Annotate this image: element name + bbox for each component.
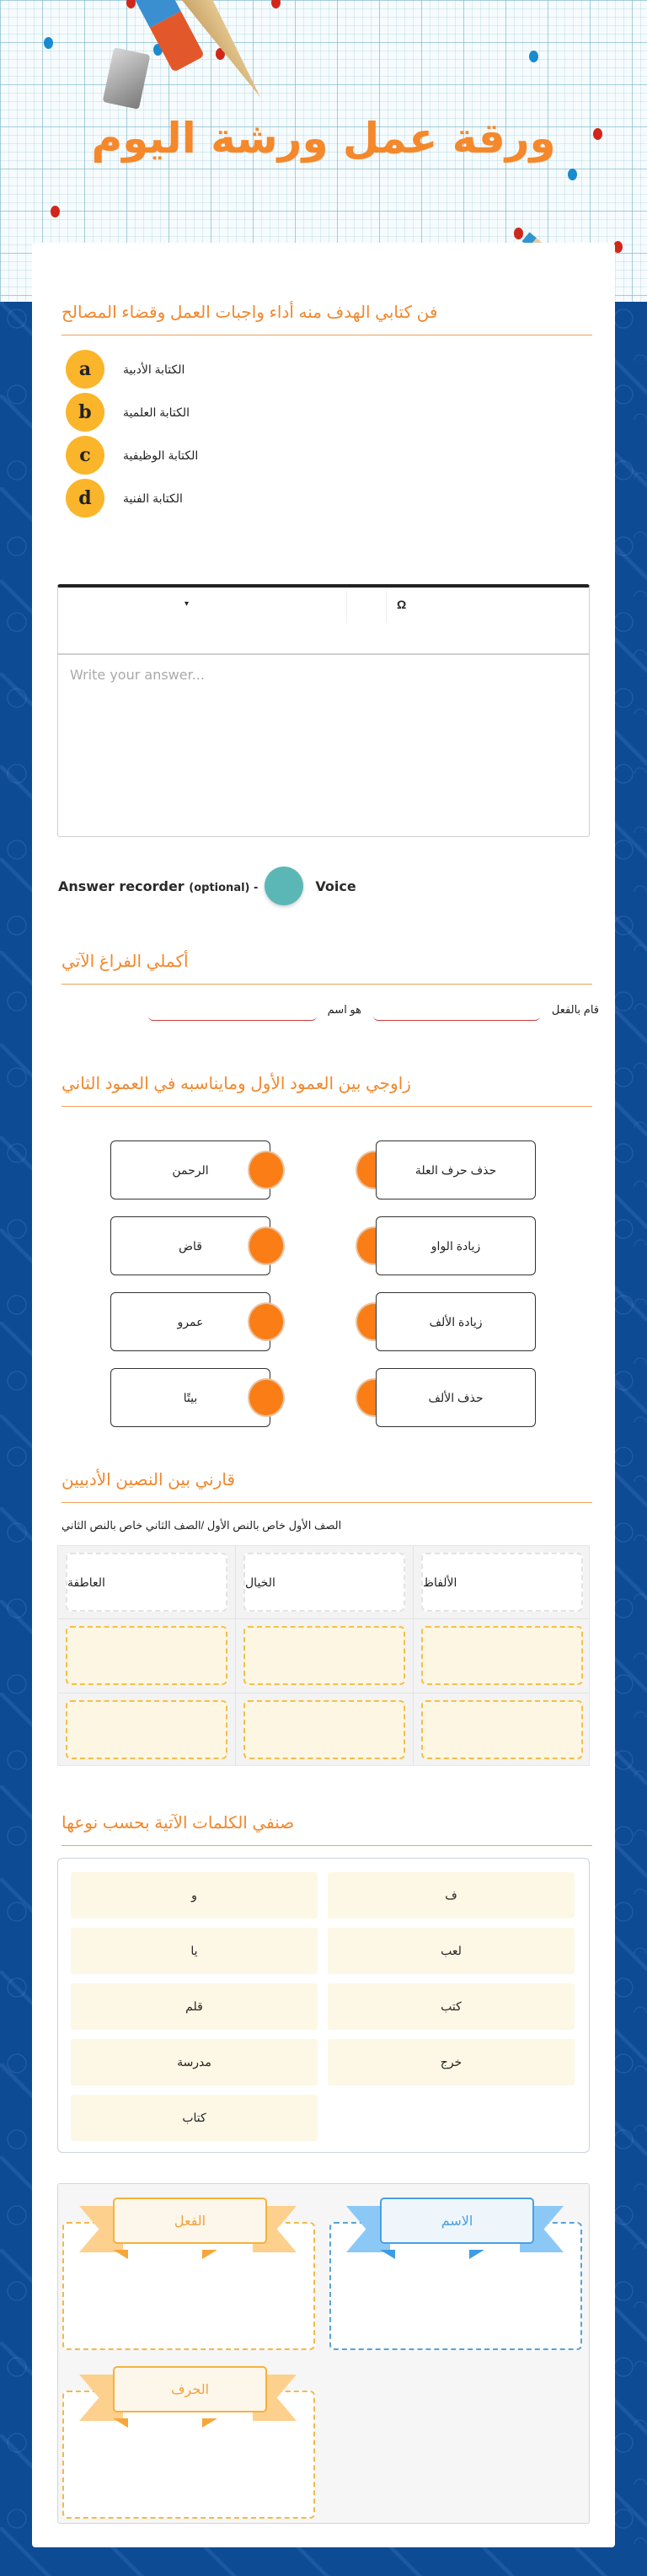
option-label: الكتابة الأدبية	[123, 362, 185, 376]
question-2-title: أكملي الفراغ الآتي	[61, 951, 592, 985]
answer-recorder	[58, 867, 356, 905]
answer-editor	[57, 584, 590, 837]
option-badge: a	[66, 350, 104, 389]
match-right-item[interactable]: زيادة الألف	[376, 1292, 536, 1351]
decor-dot	[126, 0, 136, 8]
draggable-word[interactable]: و	[71, 1872, 318, 1919]
decor-dot	[514, 228, 523, 239]
compare-drop-zone[interactable]	[243, 1700, 405, 1759]
option-d[interactable]	[66, 477, 198, 519]
decor-dot	[529, 51, 538, 62]
draggable-word[interactable]: يا	[71, 1928, 318, 1974]
editor-toolbar	[58, 588, 589, 655]
match-right-item[interactable]: زيادة الواو	[376, 1216, 536, 1275]
category-label: الحرف	[113, 2366, 267, 2412]
blank-input-1[interactable]	[373, 1000, 540, 1021]
compare-drop-zone[interactable]	[421, 1700, 583, 1759]
category-label: الفعل	[113, 2198, 267, 2244]
match-right-item[interactable]: حذف حرف العلة	[376, 1140, 536, 1199]
table-divider	[235, 1546, 236, 1765]
toolbar-divider	[386, 591, 387, 623]
word-bank	[57, 1858, 590, 2153]
decor-dot	[51, 206, 60, 217]
match-connector-dot[interactable]	[248, 1151, 285, 1189]
category-label: الاسم	[380, 2198, 534, 2244]
option-a[interactable]	[66, 348, 198, 390]
compare-drop-zone[interactable]	[66, 1700, 227, 1759]
compare-drop-zone[interactable]	[243, 1626, 405, 1685]
match-connector-dot[interactable]	[248, 1302, 285, 1341]
option-label: الكتابة الفنية	[123, 491, 183, 505]
answer-textarea[interactable]	[58, 655, 589, 834]
question-3-title: زاوجي بين العمود الأول ومايناسبه في العمود الثاني	[61, 1073, 592, 1107]
question-1-title: فن كتابي الهدف منه أداء واجبات العمل وقضاء المصالح	[61, 302, 592, 335]
draggable-word[interactable]: قلم	[71, 1983, 318, 2030]
blank-input-2[interactable]	[148, 1000, 317, 1021]
match-left-item[interactable]: بيتًا	[110, 1368, 270, 1427]
draggable-word[interactable]: مدرسة	[71, 2039, 318, 2085]
match-right-item[interactable]: حذف الألف	[376, 1368, 536, 1427]
table-divider	[58, 1618, 589, 1619]
option-b[interactable]	[66, 391, 198, 433]
decor-dot	[44, 37, 53, 49]
fill-text-middle: هو اسم	[327, 1003, 361, 1016]
worksheet-card	[32, 243, 615, 2547]
record-button[interactable]	[265, 867, 303, 905]
recorder-optional: (optional) -	[189, 881, 259, 894]
draggable-word[interactable]: كتب	[328, 1983, 575, 2030]
compare-header-cell: الخيال	[243, 1553, 405, 1612]
decor-dot	[568, 169, 577, 180]
question-5-title: صنفي الكلمات الآتية بحسب نوعها	[61, 1812, 592, 1846]
compare-drop-zone[interactable]	[66, 1626, 227, 1685]
compare-table	[57, 1545, 590, 1766]
category-verb[interactable]	[62, 2191, 315, 2354]
draggable-word[interactable]: كتاب	[71, 2095, 318, 2141]
compare-header-cell: العاطفة	[66, 1553, 227, 1612]
special-character-icon[interactable]: Ω	[397, 598, 407, 611]
sharpener-image	[103, 47, 151, 110]
option-badge: c	[66, 436, 104, 475]
multiple-choice-options	[66, 348, 198, 520]
table-divider	[413, 1546, 414, 1765]
compare-instructions: الصف الأول خاص بالنص الأول /الصف الثاني خاص بالنص الثاني	[61, 1519, 342, 1532]
fill-text-start: قام بالفعل	[551, 1003, 599, 1016]
draggable-word[interactable]: لعب	[328, 1928, 575, 1974]
compare-header-cell: الألفاظ	[421, 1553, 583, 1612]
match-left-item[interactable]: الرحمن	[110, 1140, 270, 1199]
compare-drop-zone[interactable]	[421, 1626, 583, 1685]
match-connector-dot[interactable]	[248, 1226, 285, 1265]
page-title: ورقة عمل ورشة اليوم	[91, 114, 556, 163]
match-left-item[interactable]: عمرو	[110, 1292, 270, 1351]
match-connector-dot[interactable]	[248, 1378, 285, 1417]
draggable-word[interactable]: خرج	[328, 2039, 575, 2085]
decor-dot	[271, 0, 281, 8]
dropdown-caret-icon[interactable]: ▾	[184, 599, 190, 609]
option-label: الكتابة الوظيفية	[123, 448, 199, 462]
fill-blank-row	[60, 1000, 599, 1025]
recorder-label: Answer recorder (optional) -	[58, 877, 259, 894]
voice-label: Voice	[315, 877, 356, 894]
option-badge: d	[66, 479, 104, 518]
category-zones	[57, 2183, 590, 2524]
match-left-item[interactable]: قاض	[110, 1216, 270, 1275]
category-noun[interactable]	[329, 2191, 582, 2354]
question-4-title: قارني بين النصين الأدبيين	[61, 1469, 592, 1503]
option-badge: b	[66, 393, 104, 432]
draggable-word[interactable]: ف	[328, 1872, 575, 1919]
option-label: الكتابة العلمية	[123, 405, 190, 419]
option-c[interactable]	[66, 434, 198, 476]
toolbar-divider	[346, 591, 347, 623]
category-letter[interactable]	[62, 2359, 315, 2523]
